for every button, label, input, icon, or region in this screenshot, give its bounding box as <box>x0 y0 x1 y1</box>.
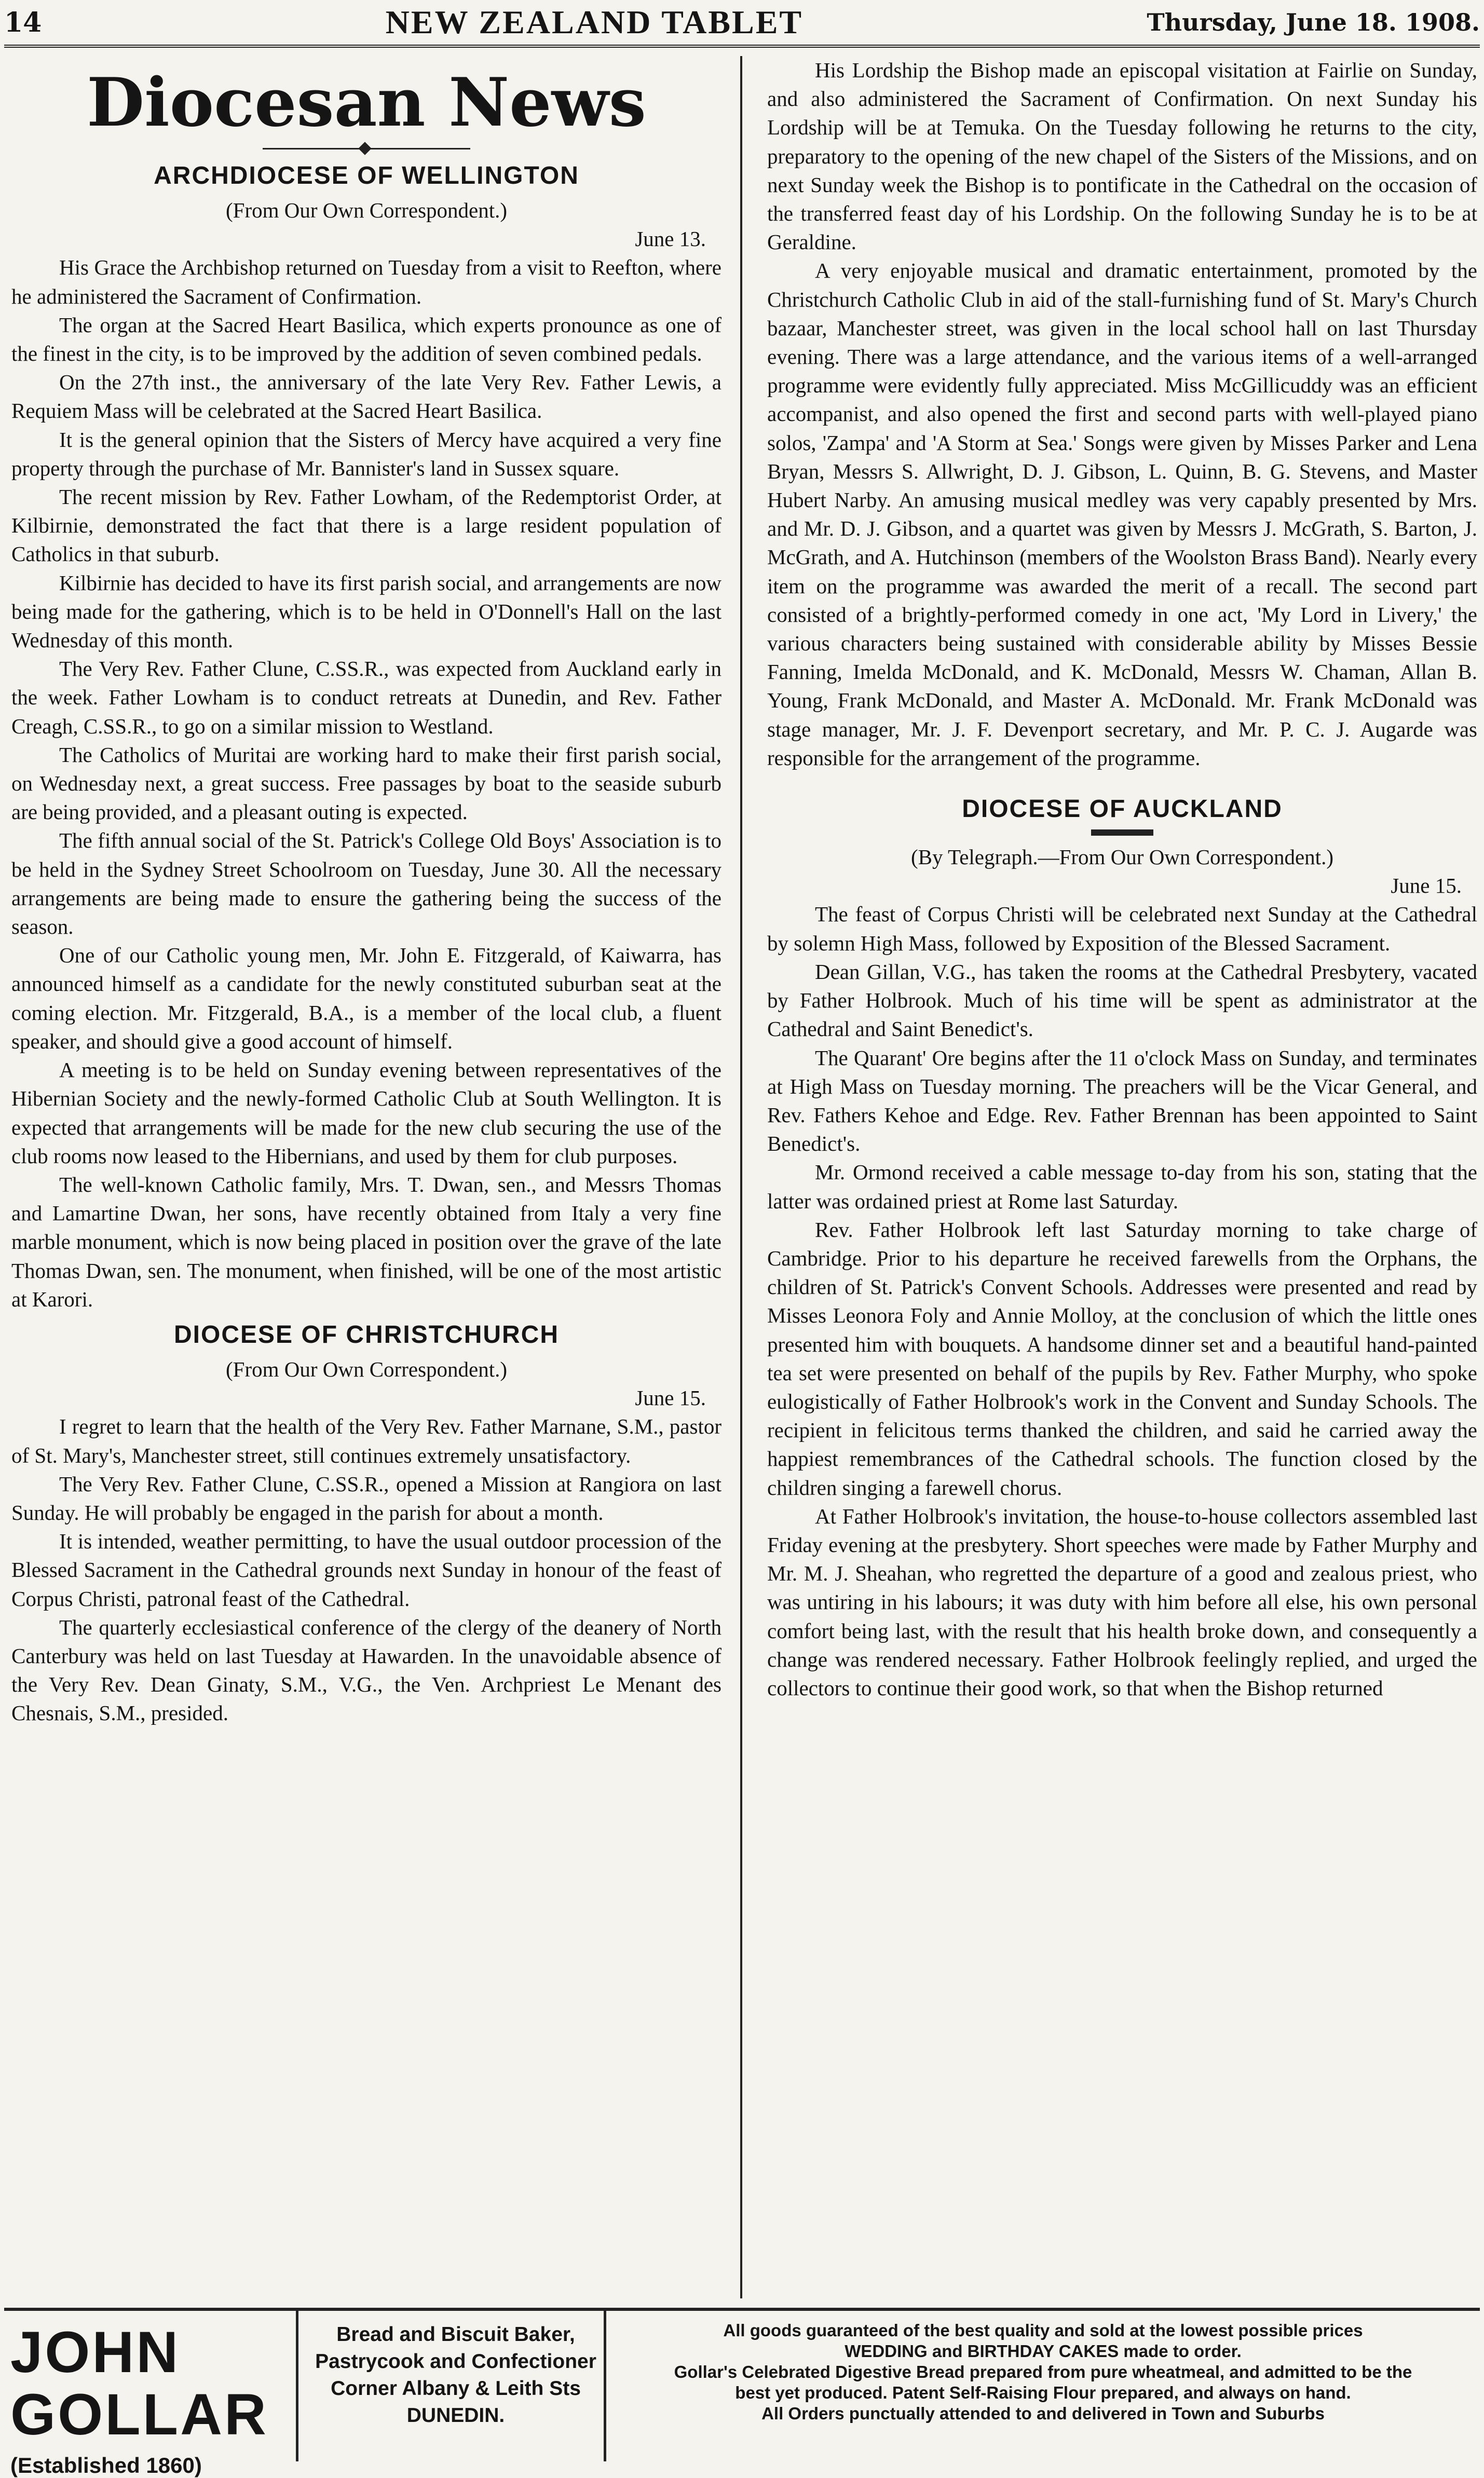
article-paragraph: The Catholics of Muritai are working hard to make their first parish social, on Wednesday next, a great success. Free passages by boat to the seaside suburb are being provided, and a pleasant outing is expected. <box>11 742 721 824</box>
byline: (By Telegraph.—From Our Own Correspondent.) <box>911 845 1333 869</box>
dateline: June 13. <box>635 227 706 251</box>
trade-line: Bread and Biscuit Baker, <box>336 2323 575 2346</box>
dateline: June 15. <box>1391 874 1462 898</box>
column-divider <box>740 56 742 2298</box>
dateline: June 15. <box>635 1386 706 1410</box>
article-paragraph: A very enjoyable musical and dramatic entertainment, promoted by the Christchurch Catholic Club in aid of the stall-furnishing fund of St. Mary's Church bazaar, Manchester street, was given in the local school hall on last Thursday evening. There was a large attendance, and the various items of a well-arranged programme were evidently fully appreciated. Miss McGillicuddy was an efficient accompanist, and also opened the first and second parts with well-played piano solos, 'Zampa' and 'A Storm at Sea.' Songs were given by Misses Parker and Lena Bryan, Messrs S. Allwright, D. J. Gibson, L. Quinn, B. G. Stevens, and Master Hubert Narby. An amusing musical medley was very capably presented by Mrs. and Mr. D. J. Gibson, and a quartet was given by Messrs J. McGrath, S. Barton, J. McGrath, and A. Hutchinson (members of the Woolston Brass Band). Nearly every item on the programme was awarded the merit of a recall. The second part consisted of a brightly-performed comedy in one act, 'My Lord in Livery,' the various characters being sustained with considerable ability by Misses Bessie Fanning, Imelda McDonald, and K. McDonald, Messrs W. Chaman, Allan B. Young, Frank McDonald, and Master A. McDonald. Mr. Frank McDonald was stage manager, Mr. J. F. Devenport secretary, and Mr. P. C. J. Augarde was responsible for the arrangement of the programme. <box>767 258 1477 770</box>
article-paragraph: The Quarant' Ore begins after the 11 o'clock Mass on Sunday, and terminates at High Mass on Tuesday morning. The preachers will be the Vicar General, and Rev. Fathers Kehoe and Edge. Rev. Father Brennan has been appointed to Saint Benedict's. <box>767 1045 1477 1156</box>
article-paragraph: It is intended, weather permitting, to have the usual outdoor procession of the Blessed Sacrament in the Cathedral grounds next Sunday in honour of the feast of Corpus Christi, patronal feast of the Cathedral. <box>11 1529 721 1611</box>
paper-title: NEW ZEALAND TABLET <box>385 4 804 40</box>
footer-advertisement <box>4 2308 1480 2477</box>
notice-line: WEDDING and BIRTHDAY CAKES made to order. <box>845 2341 1242 2361</box>
article-paragraph: The feast of Corpus Christi will be celebrated next Sunday at the Cathedral by solemn High Mass, followed by Exposition of the Blessed Sacrament. <box>767 902 1477 955</box>
article-paragraph: The organ at the Sacred Heart Basilica, which experts pronounce as one of the finest in the city, is to be improved by the addition of seven combined pedals. <box>11 312 721 366</box>
article-paragraph: A meeting is to be held on Sunday evening between representatives of the Hibernian Society and the newly-formed Catholic Club at South Wellington. It is expected that arrangements will be made for the new club securing the use of the club rooms now leased to the Hibernians, and used by them for club purposes. <box>11 1058 721 1168</box>
byline: (From Our Own Correspondent.) <box>225 198 508 222</box>
trade-description <box>298 2311 606 2461</box>
diamond-ornament-icon <box>358 142 371 155</box>
article-paragraph: His Lordship the Bishop made an episcopal visitation at Fairlie on Sunday, and also administered the Sacrament of Confirmation. On next Sunday his Lordship will be at Temuka. On the Tuesday following he returns to the city, preparatory to the opening of the new chapel of the Sisters of the Missions, and on next Sunday week the Bishop is to pontificate in the Cathedral on the occasion of the transferred feast day of his Lordship. On the following Sunday he is to be at Geraldine. <box>767 58 1477 254</box>
issue-date: Thursday, June 18. 1908. <box>1147 8 1480 36</box>
section-rule <box>1091 829 1153 836</box>
article-paragraph: Mr. Ormond received a cable message to-day from his son, stating that the latter was ordained priest at Rome last Saturday. <box>767 1160 1477 1213</box>
article-paragraph: The fifth annual social of the St. Patrick's College Old Boys' Association is to be held in the Sydney Street Schoolroom on Tuesday, June 30. All the necessary arrangements are being made to ensure the gathering being the success of the season. <box>11 828 721 939</box>
notice-line: All goods guaranteed of the best quality and sold at the lowest possible prices <box>723 2321 1363 2340</box>
notice-line: All Orders punctually attended to and delivered in Town and Suburbs <box>761 2404 1325 2423</box>
article-paragraph: On the 27th inst., the anniversary of the late Very Rev. Father Lewis, a Requiem Mass will be celebrated at the Sacred Heart Basilica. <box>11 370 721 423</box>
left-column <box>11 56 721 2298</box>
article-paragraph: The Very Rev. Father Clune, C.SS.R., opened a Mission at Rangiora on last Sunday. He will probably be engaged in the parish for about a month. <box>11 1472 721 1524</box>
advertiser-name: JOHN GOLLAR <box>10 2320 268 2447</box>
established-note: (Established 1860) <box>10 2453 202 2477</box>
trade-line: DUNEDIN. <box>406 2404 505 2427</box>
advertiser-block <box>4 2311 298 2477</box>
notice-line: Gollar's Celebrated Digestive Bread prepared from pure wheatmeal, and admitted to be the <box>674 2362 1412 2381</box>
page-title: Diocesan News <box>87 64 646 142</box>
ornament-divider <box>263 143 470 154</box>
article-paragraph: At Father Holbrook's invitation, the house-to-house collectors assembled last Friday evening at the presbytery. Short speeches were made by Father Murphy and Mr. M. J. Sheahan, who regretted the departure of a good and zealous priest, who was untiring in his labours; it was duty with him before all else, his own personal comfort being last, with the result that his health broke down, and consequently a change was rendered necessary. Father Holbrook feelingly replied, and urged the collectors to continue their good work, so that when the Bishop returned <box>767 1504 1477 1700</box>
trade-line: Pastrycook and Confectioner <box>315 2350 596 2373</box>
article-paragraph: The well-known Catholic family, Mrs. T. Dwan, sen., and Messrs Thomas and Lamartine Dwan, her sons, have recently obtained from Italy a very fine marble monument, which is now being placed in position over the grave of the late Thomas Dwan, sen. The monument, when finished, will be one of the most artistic at Karori. <box>11 1172 721 1311</box>
article-paragraph: The Very Rev. Father Clune, C.SS.R., was expected from Auckland early in the week. Father Lowham is to conduct retreats at Dunedin, and Rev. Father Creagh, C.SS.R., to go on a similar mission to Westland. <box>11 657 721 738</box>
article-paragraph: One of our Catholic young men, Mr. John E. Fitzgerald, of Kaiwarra, has announced himself as a candidate for the newly constituted suburban seat at the coming election. Mr. Fitzgerald, B.A., is a member of the local club, a fluent speaker, and should give a good account of himself. <box>11 943 721 1053</box>
section-title-auckland: DIOCESE OF AUCKLAND <box>962 795 1283 823</box>
article-paragraph: Kilbirnie has decided to have its first parish social, and arrangements are now being made for the gathering, which is to be held in O'Donnell's Hall on the last Wednesday of this month. <box>11 570 721 652</box>
byline: (From Our Own Correspondent.) <box>225 1357 508 1381</box>
section-title-christchurch: DIOCESE OF CHRISTCHURCH <box>173 1320 560 1349</box>
article-paragraph: It is the general opinion that the Sisters of Mercy have acquired a very fine property through the purchase of Mr. Bannister's land in Sussex square. <box>11 427 721 480</box>
article-paragraph: The quarterly ecclesiastical conference of the clergy of the deanery of North Canterbury was held on last Tuesday at Hawarden. In the unavoidable absence of the Very Rev. Dean Ginaty, S.M., V.G., the Ven. Archpriest Le Menant des Chesnais, S.M., presided. <box>11 1615 721 1725</box>
masthead <box>4 0 1480 48</box>
trade-line: Corner Albany & Leith Sts <box>331 2377 581 2400</box>
right-column <box>767 56 1477 2298</box>
notice-line: best yet produced. Patent Self-Raising Flour prepared, and always on hand. <box>735 2383 1351 2402</box>
article-paragraph: His Grace the Archbishop returned on Tuesday from a visit to Reefton, where he administered the Sacrament of Confirmation. <box>11 255 721 308</box>
article-paragraph: Dean Gillan, V.G., has taken the rooms at the Cathedral Presbytery, vacated by Father Holbrook. Much of his time will be spent as administrator at the Cathedral and Saint Benedict's. <box>767 959 1477 1041</box>
article-paragraph: I regret to learn that the health of the Very Rev. Father Marnane, S.M., pastor of St. Mary's, Manchester street, still continues extremely unsatisfactory. <box>11 1414 721 1467</box>
article-paragraph: Rev. Father Holbrook left last Saturday morning to take charge of Cambridge. Prior to his departure he received farewells from the Orphans, the children of St. Patrick's Convent Schools. Addresses were presented and read by Misses Leonora Foly and Annie Molloy, at the conclusion of which the little ones presented him with bouquets. A handsome dinner set and a beautiful hand-painted tea set were presented on behalf of the pupils by Rev. Father Murphy, who spoke eulogistically of Father Holbrook's work in the Convent and Sunday Schools. The recipient in felicitous terms thanked the children, and said he carried away the happiest remembrances of the Cathedral schools. The function closed by the children singing a farewell chorus. <box>767 1217 1477 1500</box>
article-paragraph: The recent mission by Rev. Father Lowham, of the Redemptorist Order, at Kilbirnie, demonstrated the fact that there is a large resident population of Catholics in that suburb. <box>11 485 721 566</box>
section-title-wellington: ARCHDIOCESE OF WELLINGTON <box>154 162 579 189</box>
ad-notice <box>606 2311 1480 2461</box>
page-number: 14 <box>4 6 42 38</box>
